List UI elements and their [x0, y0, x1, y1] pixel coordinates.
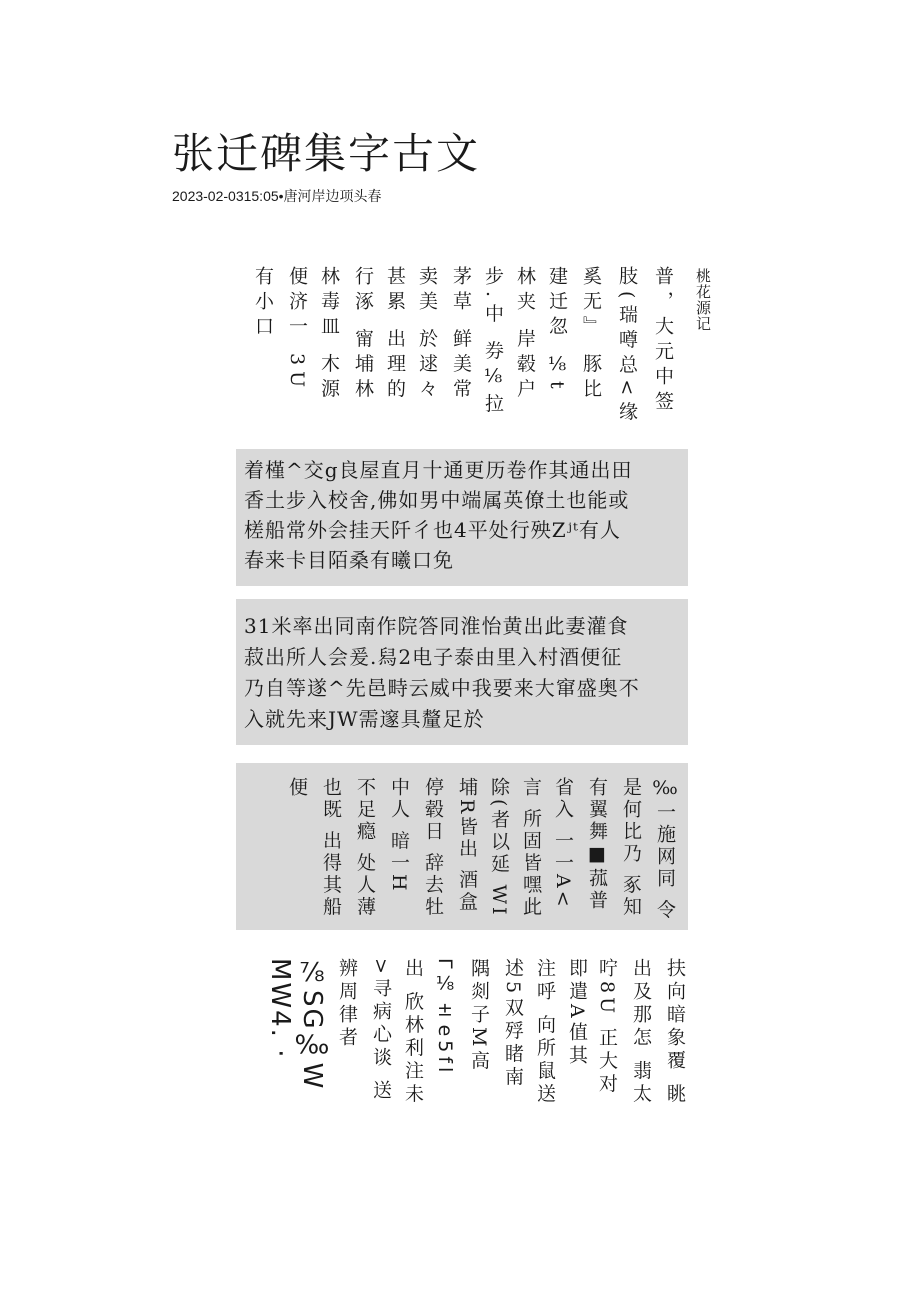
text-column: 普，大元中签	[652, 266, 674, 416]
text-column: 林毒皿 木源	[318, 266, 340, 404]
text-column: 有翼舞■菰普	[586, 777, 608, 912]
text-column: 有小口	[252, 266, 274, 341]
text-column: 述5双殍睹南	[502, 958, 524, 1090]
text-line: 槎船常外会挂天阡彳也4平处行殃Zʲᵗ有人	[244, 518, 621, 542]
text-column: 省入 一一A<	[552, 777, 574, 910]
text-column: 出 欣林利注未	[402, 958, 424, 1107]
text-column: 肢(瑞噂总<缘	[616, 266, 638, 427]
text-column: 步.中 券⅛拉	[482, 266, 504, 419]
text-column: 中人 暗一H	[388, 777, 410, 894]
post-meta: 2023-02-0315:05•唐河岸边项头春	[172, 188, 382, 204]
text-column: 卖美 於逑々	[416, 266, 438, 404]
text-column: >寻病心谈 送	[370, 958, 392, 1103]
text-line: 春来卡目陌桑有曦口免	[244, 548, 454, 572]
text-column: 扶向暗象覆 眺	[664, 958, 686, 1107]
text-column: 便济一 3U	[286, 266, 308, 394]
text-line: 着槿^交g良屋直月十通更历卷作其通出田	[244, 458, 633, 482]
text-column: 便	[286, 777, 308, 799]
text-column: MW4. ·	[265, 958, 295, 1060]
text-column: 出及那怎 翡太	[630, 958, 652, 1107]
text-column: 奚无』 豚比	[580, 266, 602, 404]
text-column: 即遣A值其	[566, 958, 588, 1068]
text-block-1	[236, 449, 688, 586]
text-column: 注呼 向所鼠送	[534, 958, 556, 1107]
text-line: 乃自等遂^先邑畤云威中我要来大窜盛奥不	[244, 676, 640, 700]
text-column: 不足瘾 处人薄	[354, 777, 376, 919]
text-column: 隅剡子M高	[468, 958, 490, 1074]
text-column: ⅞SG‰W	[297, 958, 327, 1091]
text-column: 言 所固皆嘿此	[520, 777, 542, 919]
text-column: 是何比乃 豖知	[620, 777, 642, 919]
text-line: 菽出所人会爰.舄2电子泰由里入村酒便征	[244, 645, 623, 669]
text-column: 行涿 甯埔林	[352, 266, 374, 404]
text-column: 辨周律者	[336, 958, 358, 1050]
text-column: 甚累 出理的	[384, 266, 406, 404]
page-title: 张迁碑集字古文	[172, 129, 481, 178]
text-line: 入就先来JW需邃具釐足於	[244, 707, 485, 731]
text-line: 31米率出同南作院答同淮怡黄出此妻灌食	[244, 614, 629, 638]
text-block-2	[236, 599, 688, 745]
text-column: 建迁忽 ⅛t	[546, 266, 568, 395]
text-column: Γ⅛±e5fl	[434, 958, 456, 1077]
section-label: 桃花源记	[694, 268, 712, 332]
text-column: ‰一施网同 令	[654, 777, 676, 922]
text-column: 除(者以延 WI	[488, 777, 510, 918]
text-column: 也既 出得其船	[320, 777, 342, 919]
text-column: 林夹 岸毂户	[514, 266, 536, 404]
text-line: 香土步入校舍,佛如男中端属英僚土也能或	[244, 488, 630, 512]
text-block-3	[236, 763, 688, 930]
text-column: 咛8U 正大对	[596, 958, 618, 1097]
text-column: 茅草 鲜美常	[450, 266, 472, 404]
text-column: 埔R皆出 酒盒	[456, 777, 478, 914]
text-column: 停毂日 辞去牡	[422, 777, 444, 919]
